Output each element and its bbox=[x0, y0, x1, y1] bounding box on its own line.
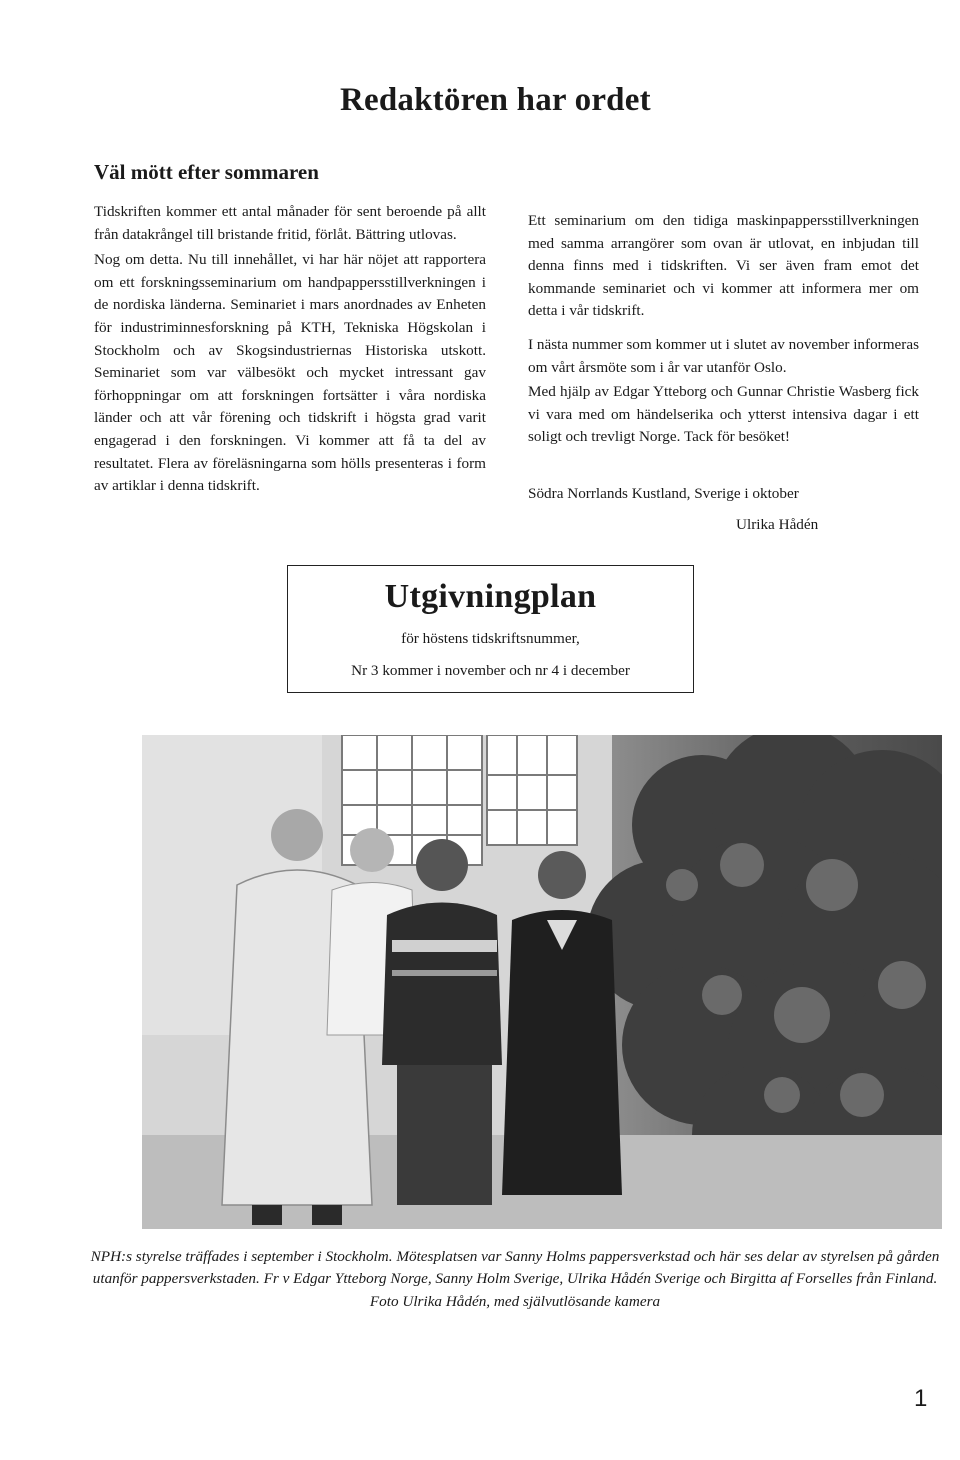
editorial-heading: Väl mött efter sommaren bbox=[94, 160, 319, 184]
editorial-paragraph: Ett seminarium om den tidiga maskinpappersstillverkningen med samma arrangörer som ovan är utlovat, en inbjudan till denna finns med i tidskriften. Vi ser även fram emot det kommande seminariet och vi kommer att informera mer om detta i vår tidskrift. bbox=[528, 212, 919, 320]
editorial-paragraph: Nog om detta. Nu till innehållet, vi har här nöjet att rapportera om ett forskningsseminarium om handpappersstillverkningen i de nordiska länderna. Seminariet i mars anordnades av Enheten för industriminnesforskning på KTH, Tekniska Högskolan i Stockholm och av Skogsindustriernas Historiska utskott. Seminariet som var välbesökt och mycket intressant gav förhoppningar om att forskningen fortsätter i våra nordiska länder och att vår förening och tidskrift i högsta grad varit engagerad i den forskningen. Vi kommer att få ta del av resultatet. Flera av föreläsningarna som hölls presenteras i form av artiklar i denna tidskrift. bbox=[94, 251, 486, 495]
photo-caption: NPH:s styrelse träffades i september i Stockholm. Mötesplatsen var Sanny Holms pappersverkstad och här ses delar av styrelsen på gården utanför pappersverkstaden. Fr v Edgar Ytteborg Norge, Sanny Holm Sverige, Ulrika Hådén Sverige och Birgitta af Forselles från Finland. Foto Ulrika Hådén, med självutlösande kamera bbox=[90, 1248, 940, 1310]
editorial-paragraph: Tidskriften kommer ett antal månader för sent beroende på allt från datakrångel till bristande fritid, förlåt. Bättring utlovas. bbox=[94, 203, 486, 243]
schedule-title: Utgivningplan bbox=[384, 578, 597, 615]
page-number: 1 bbox=[914, 1385, 928, 1412]
editorial-paragraph: Med hjälp av Edgar Ytteborg och Gunnar Christie Wasberg fick vi vara med om händelserika och ytterst intensiva dagar i ett soligt och trevligt Norge. Tack för besöket! bbox=[528, 383, 919, 446]
editorial-right-column bbox=[528, 210, 919, 460]
place-date: Södra Norrlands Kustland, Sverige i oktober bbox=[528, 485, 799, 502]
group-photo-illustration bbox=[142, 735, 942, 1229]
group-photo bbox=[142, 735, 942, 1229]
editor-signature: Ulrika Hådén bbox=[736, 516, 819, 533]
page-title: Redaktören har ordet bbox=[340, 82, 651, 118]
publication-schedule-box bbox=[287, 565, 694, 693]
schedule-subtitle: för höstens tidskriftsnummer, bbox=[401, 630, 580, 647]
schedule-details: Nr 3 kommer i november och nr 4 i december bbox=[351, 662, 630, 679]
editorial-left-column bbox=[94, 201, 486, 509]
editorial-paragraph: I nästa nummer som kommer ut i slutet av november informeras om vårt årsmöte som i år var utanför Oslo. bbox=[528, 335, 919, 376]
